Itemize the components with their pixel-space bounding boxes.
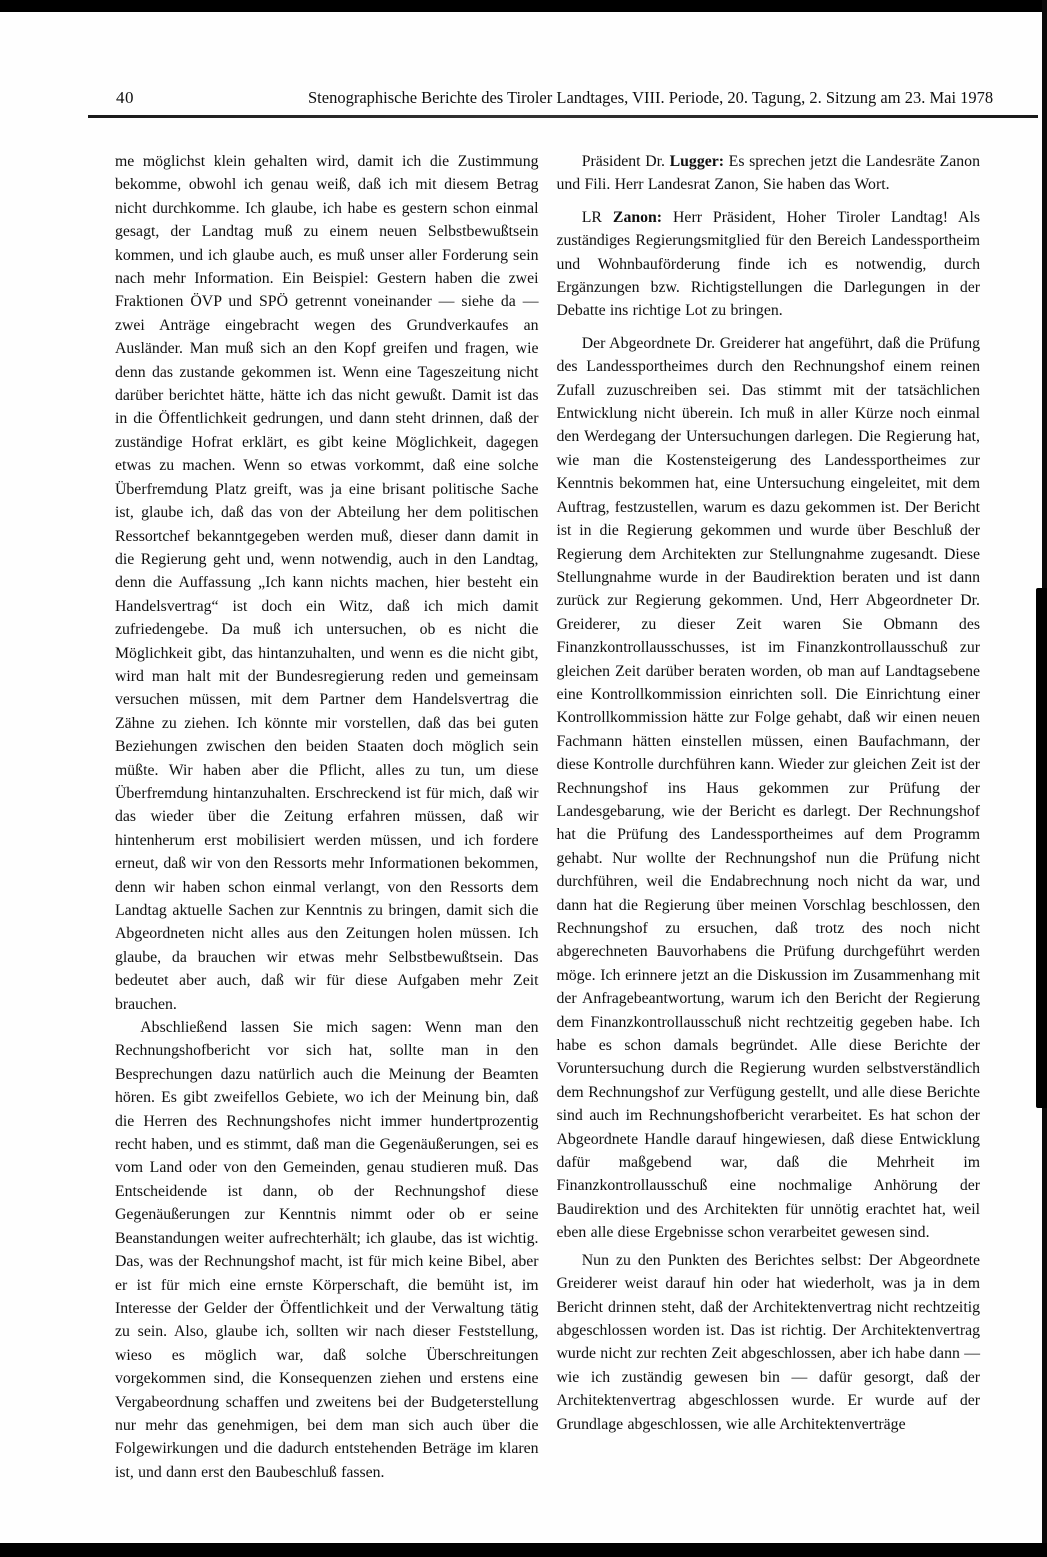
speaker-prefix: Präsident Dr.: [581, 153, 670, 170]
right-column: [557, 150, 981, 1484]
page-number: 40: [116, 88, 134, 107]
scan-edge-bottom: [0, 1543, 1047, 1557]
paragraph-text: Es sprechen jetzt die Landesräte Zanon und Fili. Herr Landesrat Zanon, Sie haben das Wort.: [556, 153, 980, 194]
paragraph: [557, 206, 981, 323]
speaker-name: Lugger:: [669, 153, 725, 170]
paragraph: me möglichst klein gehalten wird, damit ich die Zustimmung bekomme, obwohl ich genau weiß, daß ich mit diesem Betrag nicht durchkomme. Ich glaube, ich habe es gestern schon einmal gesagt, der Landtag muß zu einem neuen Selbstbewußtsein kommen, und ich glaube auch, es muß unser aller Forderung sein nach mehr Information. Ein Beispiel: Gestern haben die zwei Fraktionen ÖVP und SPÖ getrennt voneinander — siehe da — zwei Anträge eingebracht wegen des Grundverkaufes an Ausländer. Man muß sich an den Kopf greifen und fragen, wie denn das zustande gekommen ist. Wenn eine Tageszeitung nicht darüber berichtet hätte, hätte ich das nicht gewußt. Damit ist das in die Öffentlichkeit gedrungen, und dann steht drinnen, daß der zuständige Hofrat erklärt, es gibt keine Möglichkeit, dagegen etwas zu machen. Wenn so etwas vorkommt, daß eine solche Überfremdung Platz greift, was ja eine brisant politische Sache ist, glaube ich, daß das von der Abteilung her dem politischen Ressortchef bekanntgegeben werden muß, dieser dann damit in die Regierung geht und, wenn notwendig, auch in den Landtag, denn die Auffassung „Ich kann nichts machen, hier besteht ein Handelsvertrag“ ist doch ein Witz, daß ich mich damit zufriedengebe. Da muß ich untersuchen, ob es nicht die Möglichkeit gibt, das hintanzuhalten, und wenn es die nicht gibt, wird man halt mit der Bundesregierung reden und gemeinsam versuchen müssen, mit dem Partner dem Handelsvertrag die Zähne zu ziehen. Ich könnte mir vorstellen, daß das bei guten Beziehungen zwischen den beiden Staaten doch möglich sein müßte. Wir haben aber die Pflicht, alles zu tun, um diese Überfremdung hintanzuhalten. Erschreckend ist für mich, daß wir das wieder über die Zeitung erfahren müssen, daß wir hintenherum erst mobilisiert werden müssen, und ich fordere erneut, daß wir von den Ressorts mehr Informationen bekommen, denn wir haben schon einmal verlangt, von den Ressorts dem Landtag aktuelle Sachen zur Kenntnis zu bringen, damit sich die Abgeordneten nicht alles aus den Zeitungen holen müssen. Ich glaube, da brauchen wir etwas mehr Selbstbewußtsein. Das bedeutet aber auch, daß wir für diese Aufgaben mehr Zeit brauchen.: [115, 153, 539, 1013]
paragraph: Der Abgeordnete Dr. Greiderer hat angeführt, daß die Prüfung des Landessportheimes durch den Rechnungshof einem reinen Zufall zuzuschreiben sei. Das stimmt mit der tatsächlichen Entwicklung nicht überein. Ich muß in aller Kürze noch einmal den Werdegang der Untersuchungen darlegen. Die Regierung hat, wie man die Kostensteigerung des Landessportheimes zur Kenntnis bekommen hat, eine Untersuchung eingeleitet, mit dem Auftrag, festzustellen, warum es dazu gekommen ist. Der Bericht ist in die Regierung gekommen und wurde über Beschluß der Regierung dem Architekten zur Stellungnahme zugesandt. Diese Stellungnahme wurde in der Baudirektion beraten und ist dann zurück zur Regierung gekommen. Und, Herr Abgeordneter Dr. Greiderer, zu dieser Zeit waren Sie Obmann des Finanzkontrollausschusses, ist im Finanzkontrollausschuß zur gleichen Zeit darüber beraten worden, ob man auf Landtagsebene eine Kontrollkommission einrichten soll. Die Einrichtung einer Kontrollkommission hätte zur Folge gehabt, daß wir einen neuen Fachmann hätten einstellen müssen, einen Baufachmann, der diese Kontrolle durchführen kann. Wieder zur gleichen Zeit ist der Rechnungshof ins Haus gekommen zur Prüfung der Landesgebarung, wie der Bericht es darlegt. Der Rechnungshof hat die Prüfung des Landessportheimes auf dem Programm gehabt. Nur wollte der Rechnungshof nun die Prüfung nicht durchführen, weil die Endabrechnung noch nicht da war, und dann hat die Regierung über meinen Vorschlag beschlossen, den Rechnungshof zu ersuchen, daß trotz des noch nicht abgerechneten Bauvorhabens die Prüfung durchgeführt werden möge. Ich erinnere jetzt an die Diskussion im Zusammenhang mit der Anfragebeantwortung, warum ich den Bericht der Regierung dem Finanzkontrollausschuß nicht rechtzeitig gegeben habe. Ich habe es schon damals begründet. Alle diese Berichte der Voruntersuchung durch die Regierung wurden selbstverständlich dem Rechnungshof zur Verfügung gestellt, und alle diese Berichte sind auch im Rechnungshofbericht verarbeitet. Es hat schon der Abgeordnete Handle darauf hingewiesen, daß diese Entwicklung dafür maßgebend war, daß die Mehrheit im Finanzkontrollausschuß eine nochmalige Anhörung der Baudirektion und des Architekten für unnötig erachtet hat, weil eben alle diese Ergebnisse schon verarbeitet gewesen sind.: [556, 334, 980, 1242]
text-columns: [115, 150, 980, 1484]
scan-edge-right-thick: [1036, 588, 1047, 1108]
header-title: Stenographische Berichte des Tiroler Landtages, VIII. Periode, 20. Tagung, 2. Sitzung am 23. Mai 1978: [308, 88, 994, 107]
paragraph: [557, 150, 981, 197]
header-rule: [88, 115, 1038, 118]
page-header: [0, 88, 1047, 114]
paragraph: Abschließend lassen Sie mich sagen: Wenn man den Rechnungshofbericht vor sich hat, sollte man in den Besprechungen dazu natürlich auch die Meinung der Beamten hören. Es gibt zweifellos Gebiete, wo ich der Meinung bin, daß die Herren des Rechnungshofes nicht immer hundertprozentig recht haben, und es stimmt, daß man die Gegenäußerungen, sei es vom Land oder von den Gemeinden, genau studieren muß. Das Entscheidende ist dann, ob der Rechnungshof diese Gegenäußerungen zur Kenntnis nimmt oder ob er seine Beanstandungen weiter aufrechterhält; ich glaube, das ist wichtig. Das, was der Rechnungshof macht, ist für mich keine Bibel, aber er ist für mich eine ernste Körperschaft, die bemüht ist, im Interesse der Gelder der Öffentlichkeit und der Verwaltung tätig zu sein. Also, glaube ich, sollten wir nach dieser Feststellung, wieso es möglich war, daß solche Überschreitungen vorgekommen sind, die Konsequenzen ziehen und erstens eine Vergabeordnung schaffen und zweitens bei der Budgeterstellung nur mehr das genehmigen, bei dem man sich auch über die Folgewirkungen und die dadurch entstehenden Beträge im klaren ist, und dann erst den Baubeschluß fassen.: [115, 1019, 539, 1481]
speaker-prefix: LR: [581, 208, 613, 226]
paragraph-text: Herr Präsident, Hoher Tiroler Landtag! Als zuständiges Regierungsmitglied für den Bereich Landessportheim und Wohnbauförderung finde ich es notwendig, durch Ergänzungen bzw. Richtigstellungen die Darlegungen in der Debatte ins richtige Lot zu bringen.: [556, 208, 981, 320]
paragraph: Nun zu den Punkten des Berichtes selbst: Der Abgeordnete Greiderer weist darauf hin oder hat wiederholt, was ja in dem Bericht drinnen steht, daß der Architektenvertrag nicht rechtzeitig abgeschlossen worden ist. Das ist richtig. Der Architektenvertrag wurde nicht zur rechten Zeit abgeschlossen, aber ich habe dann — wie ich zuständig gewesen bin — dafür gesorgt, daß der Architektenvertrag abgeschlossen wurde. Er wurde auf der Grundlage abgeschlossen, wie alle Architektenverträge: [556, 1251, 980, 1433]
speaker-name: Zanon:: [612, 208, 663, 226]
scan-edge-top: [0, 0, 1047, 12]
left-column: [115, 150, 539, 1484]
